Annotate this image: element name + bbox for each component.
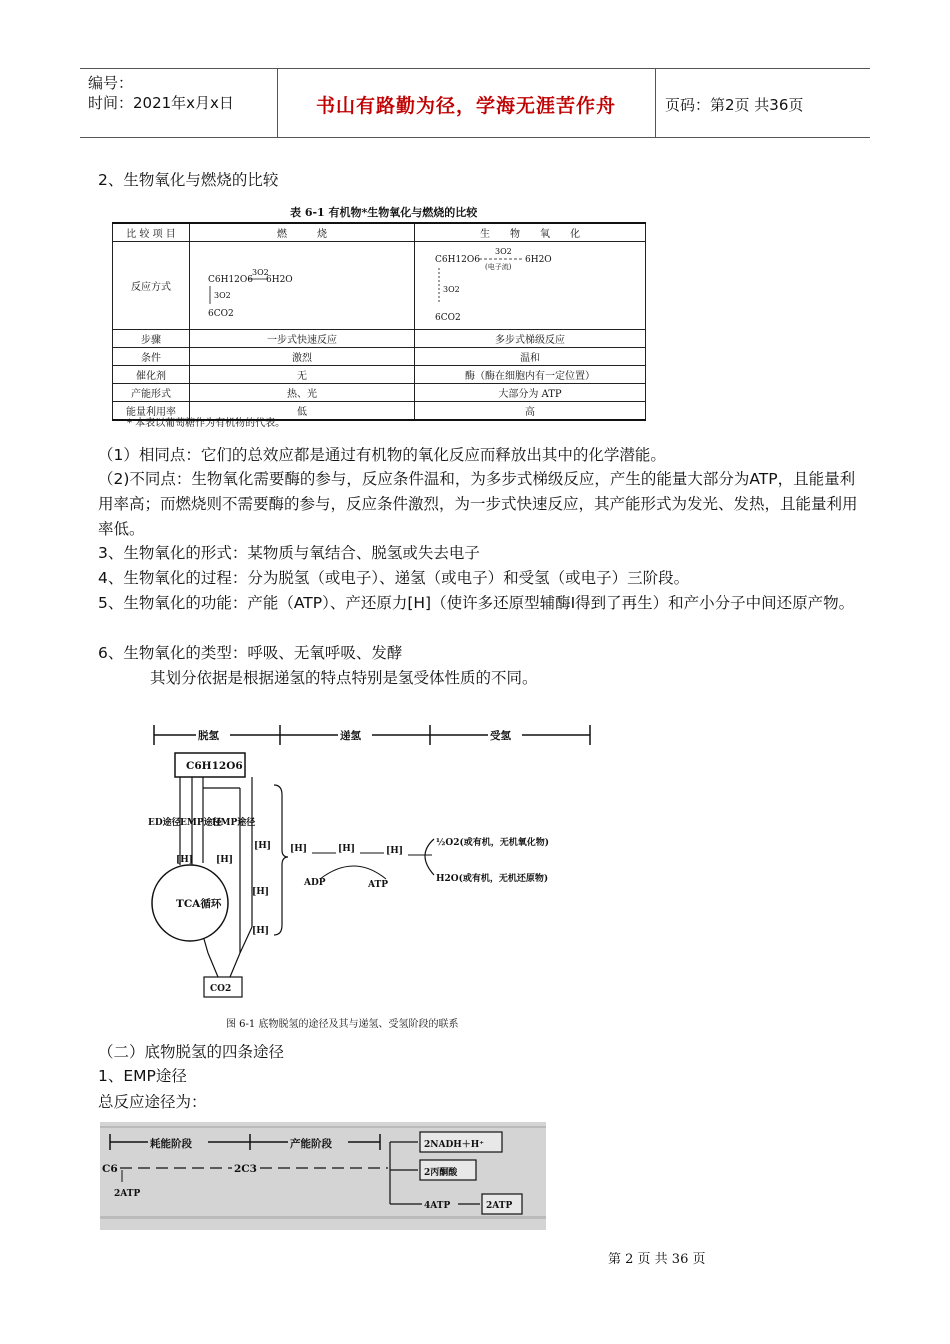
stage-label: 递氢	[340, 730, 361, 742]
hydrogen-label: [H]	[216, 855, 234, 865]
section-heading: （二）底物脱氢的四条途径	[98, 1043, 285, 1061]
table-cell: 催化剂	[113, 366, 190, 384]
stage-label: 受氢	[490, 730, 511, 742]
formula-down-label: 3O2	[214, 291, 231, 300]
burning-formula-cell	[190, 242, 415, 330]
stage-label: 脱氢	[198, 730, 219, 742]
substrate-label: C6H12O6	[186, 760, 243, 772]
table-cell: 无	[190, 366, 415, 384]
adp-label: ADP	[304, 878, 326, 888]
atp-label: ATP	[368, 880, 388, 890]
atp-input-label: 2ATP	[114, 1189, 141, 1199]
header-divider	[655, 69, 656, 137]
paragraph: 3、生物氧化的形式：某物质与氧结合、脱氢或失去电子	[98, 544, 480, 562]
table-row	[113, 330, 646, 348]
figure-band	[100, 1216, 546, 1219]
adp-atp-arc	[320, 866, 386, 879]
paragraph: 6、生物氧化的类型：呼吸、无氧呼吸、发酵	[98, 644, 403, 662]
pathway-line	[208, 953, 218, 977]
header-motto: 书山有路勤为径，学海无涯苦作舟	[315, 95, 616, 117]
tca-cycle-label: TCA循环	[176, 898, 222, 910]
collection-bracket	[274, 785, 288, 935]
emp-pathway-label: EMP途径	[180, 818, 222, 828]
table-header-cell: 生 物 氧 化	[415, 223, 646, 242]
table-row	[113, 242, 646, 330]
pyruvate-label: 2丙酮酸	[424, 1168, 458, 1178]
header-page-info: 页码：第2页 共36页	[665, 96, 804, 114]
table-cell: 高	[415, 402, 646, 421]
paragraph: 其划分依据是根据递氢的特点特别是氢受体性质的不同。	[150, 669, 538, 687]
hydrogen-label: [H]	[254, 841, 272, 851]
figure-caption: 图 6-1 底物脱氢的途径及其与递氢、受氢阶段的联系	[226, 1019, 459, 1030]
formula-arrow-label: 3O2	[252, 268, 269, 277]
section-heading: 2、生物氧化与燃烧的比较	[98, 171, 279, 189]
emp-pathway-figure	[100, 1122, 546, 1230]
stage-label: 产能阶段	[290, 1138, 332, 1150]
formula-product: 6H2O	[266, 275, 293, 285]
paragraph: （1）相同点：它们的总效应都是通过有机物的氧化反应而释放出其中的化学潜能。	[98, 446, 666, 464]
bio-oxidation-formula-diagram	[415, 242, 645, 326]
table-cell: 步骤	[113, 330, 190, 348]
figure-band	[100, 1126, 546, 1128]
hydrogen-label: [H]	[252, 926, 270, 936]
table-row	[113, 348, 646, 366]
table-cell: 酶（酶在细胞内有一定位置）	[415, 366, 646, 384]
page-footer: 第 2 页 共 36 页	[608, 1252, 706, 1267]
table-cell: 激烈	[190, 348, 415, 366]
table-header-cell: 燃 烧	[190, 223, 415, 242]
four-atp-label: 4ATP	[424, 1201, 451, 1211]
hmp-pathway-label: HMP途径	[212, 818, 256, 828]
burning-formula-diagram	[190, 242, 414, 326]
table-cell: 能量利用率	[113, 402, 190, 421]
header-meta	[88, 73, 234, 113]
dehydrogenation-pathway-figure	[140, 715, 600, 1013]
water-product-label: H2O(或有机，无机还原物)	[436, 874, 549, 884]
hydrogen-label: [H]	[252, 887, 270, 897]
formula-product: 6H2O	[525, 255, 552, 265]
document-date: 时间：2021年x月x日	[88, 94, 234, 112]
table-cell: 热、光	[190, 384, 415, 402]
hydrogen-label: [H]	[386, 846, 404, 856]
table-cell: 一步式快速反应	[190, 330, 415, 348]
subsection-heading: 1、EMP途径	[98, 1067, 187, 1085]
table-cell: 大部分为 ATP	[415, 384, 646, 402]
hydrogen-label: [H]	[338, 844, 356, 854]
table-cell: 产能形式	[113, 384, 190, 402]
c6-label: C6	[102, 1163, 118, 1175]
table-header-row	[113, 223, 646, 242]
page-header	[80, 68, 870, 138]
table-cell: 温和	[415, 348, 646, 366]
net-atp-label: 2ATP	[486, 1201, 513, 1211]
stage-label: 耗能阶段	[150, 1138, 192, 1150]
ed-pathway-label: ED途径	[148, 818, 181, 828]
table-cell: 低	[190, 402, 415, 421]
formula-mid-label: 3O2	[443, 285, 460, 294]
formula-arrow-sub: (电子流)	[485, 263, 512, 271]
formula-co2: 6CO2	[208, 309, 234, 319]
table-footnote: * 本表以葡萄糖作为有机物的代表。	[127, 418, 286, 429]
table-cell: 反应方式	[113, 242, 190, 330]
paragraph: 总反应途径为：	[98, 1093, 207, 1111]
table-cell: 多步式梯级反应	[415, 330, 646, 348]
bio-formula-cell	[415, 242, 646, 330]
table-cell: 条件	[113, 348, 190, 366]
acceptor-curve	[425, 839, 434, 875]
pathway-line	[240, 927, 252, 953]
co2-label: CO2	[210, 984, 232, 994]
formula-reactant: C6H12O6	[208, 275, 254, 285]
document-number-label: 编号：	[88, 74, 134, 92]
formula-reactant: C6H12O6	[435, 255, 481, 265]
two-c3-label: 2C3	[234, 1163, 257, 1175]
paragraph: （2)不同点：生物氧化需要酶的参与，反应条件温和，为多步式梯级反应，产生的能量大部分为ATP，且能量利用率高；而燃烧则不需要酶的参与，反应条件激烈，为一步式快速反应，其产能形式为发光、发热，且能量利用率低。	[98, 470, 858, 538]
hydrogen-label: [H]	[176, 855, 194, 865]
table-header-cell: 比 较 项 目	[113, 223, 190, 242]
paragraph: 4、生物氧化的过程：分为脱氢（或电子）、递氢（或电子）和受氢（或电子）三阶段。	[98, 569, 690, 587]
hydrogen-label: [H]	[290, 844, 308, 854]
oxygen-acceptor-label: ½O2(或有机，无机氧化物)	[436, 838, 550, 848]
table-row	[113, 384, 646, 402]
table-row	[113, 366, 646, 384]
paragraph: 5、生物氧化的功能：产能（ATP）、产还原力[H]（使许多还原型辅酶Ⅰ得到了再生）和产小分子中间还原产物。	[98, 594, 855, 612]
nadh-label: 2NADH＋H⁺	[424, 1140, 485, 1150]
comparison-table	[112, 222, 646, 421]
formula-co2: 6CO2	[435, 313, 461, 323]
pathway-line	[230, 953, 240, 977]
formula-arrow-label: 3O2	[495, 247, 512, 256]
table-title: 表 6-1 有机物*生物氧化与燃烧的比较	[290, 206, 478, 219]
